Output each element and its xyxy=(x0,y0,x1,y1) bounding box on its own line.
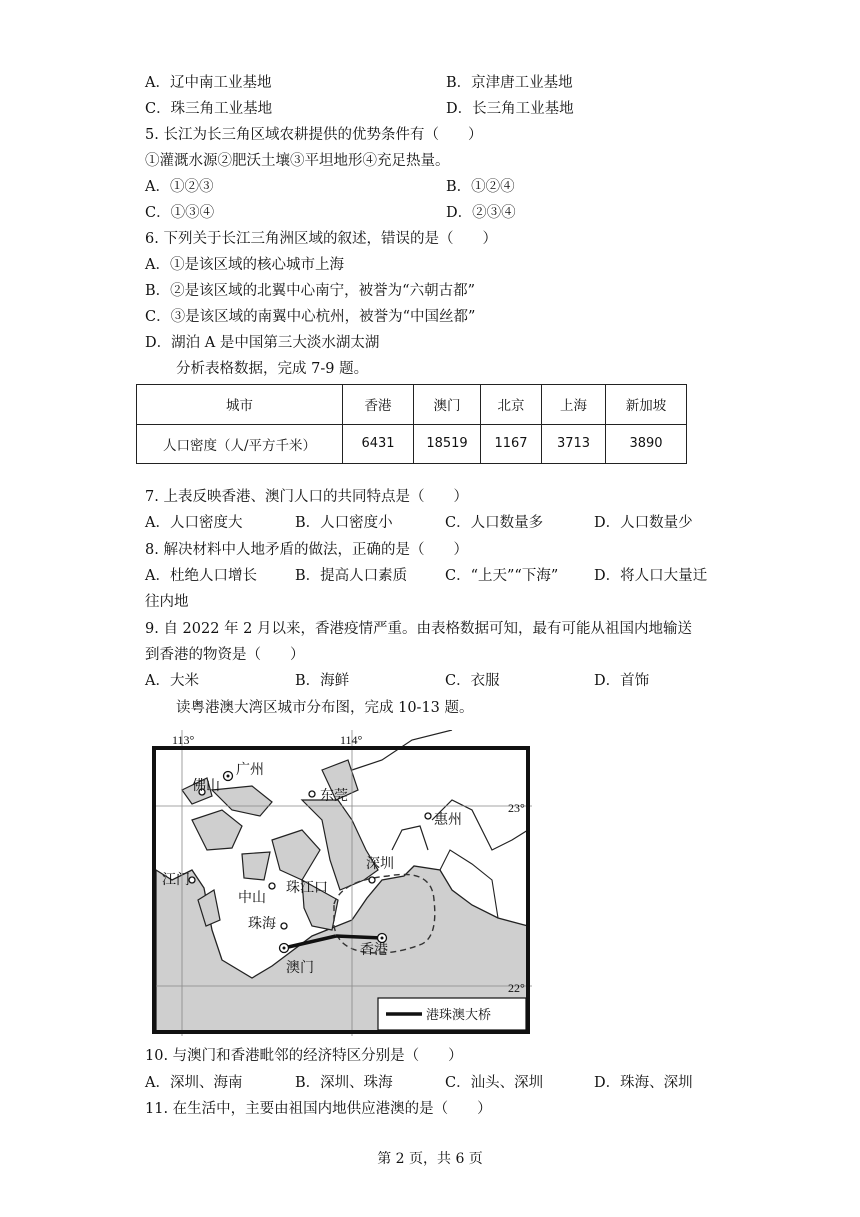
q10-option-b: B．深圳、珠海 xyxy=(295,1075,393,1091)
table-header-cell: 城市 xyxy=(137,385,343,425)
table-row xyxy=(137,424,687,464)
city-marker-guangzhou xyxy=(224,772,233,781)
q6-option-c: C．③是该区域的南翼中心杭州，被誉为“中国丝都” xyxy=(145,309,476,325)
city-marker-dongguan xyxy=(309,791,315,797)
greater-bay-area-map xyxy=(152,730,532,1036)
city-label-huizhou: 惠州 xyxy=(434,812,462,828)
city-label-zhongshan: 中山 xyxy=(238,890,266,906)
q11-stem: 11. 在生活中，主要由祖国内地供应港澳的是（ ） xyxy=(145,1101,492,1117)
table-row-label: 人口密度（人/平方千米） xyxy=(137,424,343,464)
table-header-cell: 澳门 xyxy=(414,385,481,425)
q8-stem: 8. 解决材料中人地矛盾的做法，正确的是（ ） xyxy=(145,542,468,558)
q8-option-d: D．将人口大量迁 xyxy=(594,568,708,584)
table-header-cell: 上海 xyxy=(542,385,606,425)
table-header-cell: 北京 xyxy=(481,385,542,425)
q6-option-d: D．湖泊 A 是中国第三大淡水湖太湖 xyxy=(145,335,380,351)
q8-option-c: C．“上天”“下海” xyxy=(445,568,559,584)
city-label-pearl-river-mouth: 珠江口 xyxy=(286,880,328,896)
q8-option-d-continued: 往内地 xyxy=(145,594,189,610)
q7-stem: 7. 上表反映香港、澳门人口的共同特点是（ ） xyxy=(145,489,468,505)
city-label-guangzhou: 广州 xyxy=(236,762,264,778)
city-label-zhuhai: 珠海 xyxy=(248,916,276,932)
table-cell: 3890 xyxy=(606,424,687,464)
q9-option-d: D．首饰 xyxy=(594,673,650,689)
q7-option-a: A．人口密度大 xyxy=(145,515,243,531)
table-header-cell: 香港 xyxy=(343,385,414,425)
q4-option-d: D．长三角工业基地 xyxy=(446,101,574,117)
city-marker-zhuhai xyxy=(281,923,287,929)
q6-stem: 6. 下列关于长江三角洲区域的叙述，错误的是（ ） xyxy=(145,231,497,247)
population-density-table xyxy=(136,384,687,464)
q5-option-c: C．①③④ xyxy=(145,205,215,221)
table-cell: 18519 xyxy=(414,424,481,464)
q10-option-d: D．珠海、深圳 xyxy=(594,1075,693,1091)
q9-stem-line1: 9. 自 2022 年 2 月以来，香港疫情严重。由表格数据可知，最有可能从祖国内地输送 xyxy=(145,621,693,637)
city-label-dongguan: 东莞 xyxy=(320,788,348,804)
lon-label: 113° xyxy=(172,733,195,747)
map-legend xyxy=(378,998,526,1030)
q9-option-c: C．衣服 xyxy=(445,673,500,689)
intro-7-9: 分析表格数据，完成 7-9 题。 xyxy=(176,361,369,377)
lon-label: 114° xyxy=(340,733,363,747)
q4-option-a: A．辽中南工业基地 xyxy=(145,75,272,91)
q5-option-b: B．①②④ xyxy=(446,179,515,195)
q10-stem: 10. 与澳门和香港毗邻的经济特区分别是（ ） xyxy=(145,1048,463,1064)
q7-option-d: D．人口数量少 xyxy=(594,515,693,531)
q8-option-a: A．杜绝人口增长 xyxy=(145,568,257,584)
q5-sub: ①灌溉水源②肥沃土壤③平坦地形④充足热量。 xyxy=(145,153,450,169)
city-label-macau: 澳门 xyxy=(286,960,314,976)
q7-option-c: C．人口数量多 xyxy=(445,515,544,531)
q10-option-a: A．深圳、海南 xyxy=(145,1075,243,1091)
table-header-cell: 新加坡 xyxy=(606,385,687,425)
q6-option-a: A．①是该区域的核心城市上海 xyxy=(145,257,344,273)
city-marker-huizhou xyxy=(425,813,431,819)
page-footer: 第 2 页，共 6 页 xyxy=(377,1151,483,1167)
q9-option-b: B．海鲜 xyxy=(295,673,350,689)
table-header-row xyxy=(137,385,687,425)
table-cell: 6431 xyxy=(343,424,414,464)
city-label-jiangmen: 江门 xyxy=(162,872,190,888)
q9-stem-line2: 到香港的物资是（ ） xyxy=(145,647,305,663)
legend-label: 港珠澳大桥 xyxy=(426,1008,492,1023)
table-cell: 1167 xyxy=(481,424,542,464)
q5-option-d: D．②③④ xyxy=(446,205,516,221)
q5-option-a: A．①②③ xyxy=(145,179,214,195)
intro-10-13: 读粤港澳大湾区城市分布图，完成 10-13 题。 xyxy=(176,700,474,716)
lat-label: 22° xyxy=(508,981,525,995)
city-label-foshan: 佛山 xyxy=(192,778,220,794)
q10-option-c: C．汕头、深圳 xyxy=(445,1075,544,1091)
city-label-shenzhen: 深圳 xyxy=(366,856,394,872)
q6-option-b: B．②是该区域的北翼中心南宁，被誉为“六朝古都” xyxy=(145,283,475,299)
table-cell: 3713 xyxy=(542,424,606,464)
q7-option-b: B．人口密度小 xyxy=(295,515,393,531)
q8-option-b: B．提高人口素质 xyxy=(295,568,408,584)
q5-stem: 5. 长江为长三角区域农耕提供的优势条件有（ ） xyxy=(145,127,483,143)
lat-label: 23° xyxy=(508,801,525,815)
q9-option-a: A．大米 xyxy=(145,673,199,689)
q4-option-c: C．珠三角工业基地 xyxy=(145,101,273,117)
city-marker-shenzhen xyxy=(369,877,375,883)
city-label-hongkong: 香港 xyxy=(360,942,388,958)
city-marker-zhongshan xyxy=(269,883,275,889)
q4-option-b: B．京津唐工业基地 xyxy=(446,75,573,91)
city-marker-macau xyxy=(280,944,289,953)
